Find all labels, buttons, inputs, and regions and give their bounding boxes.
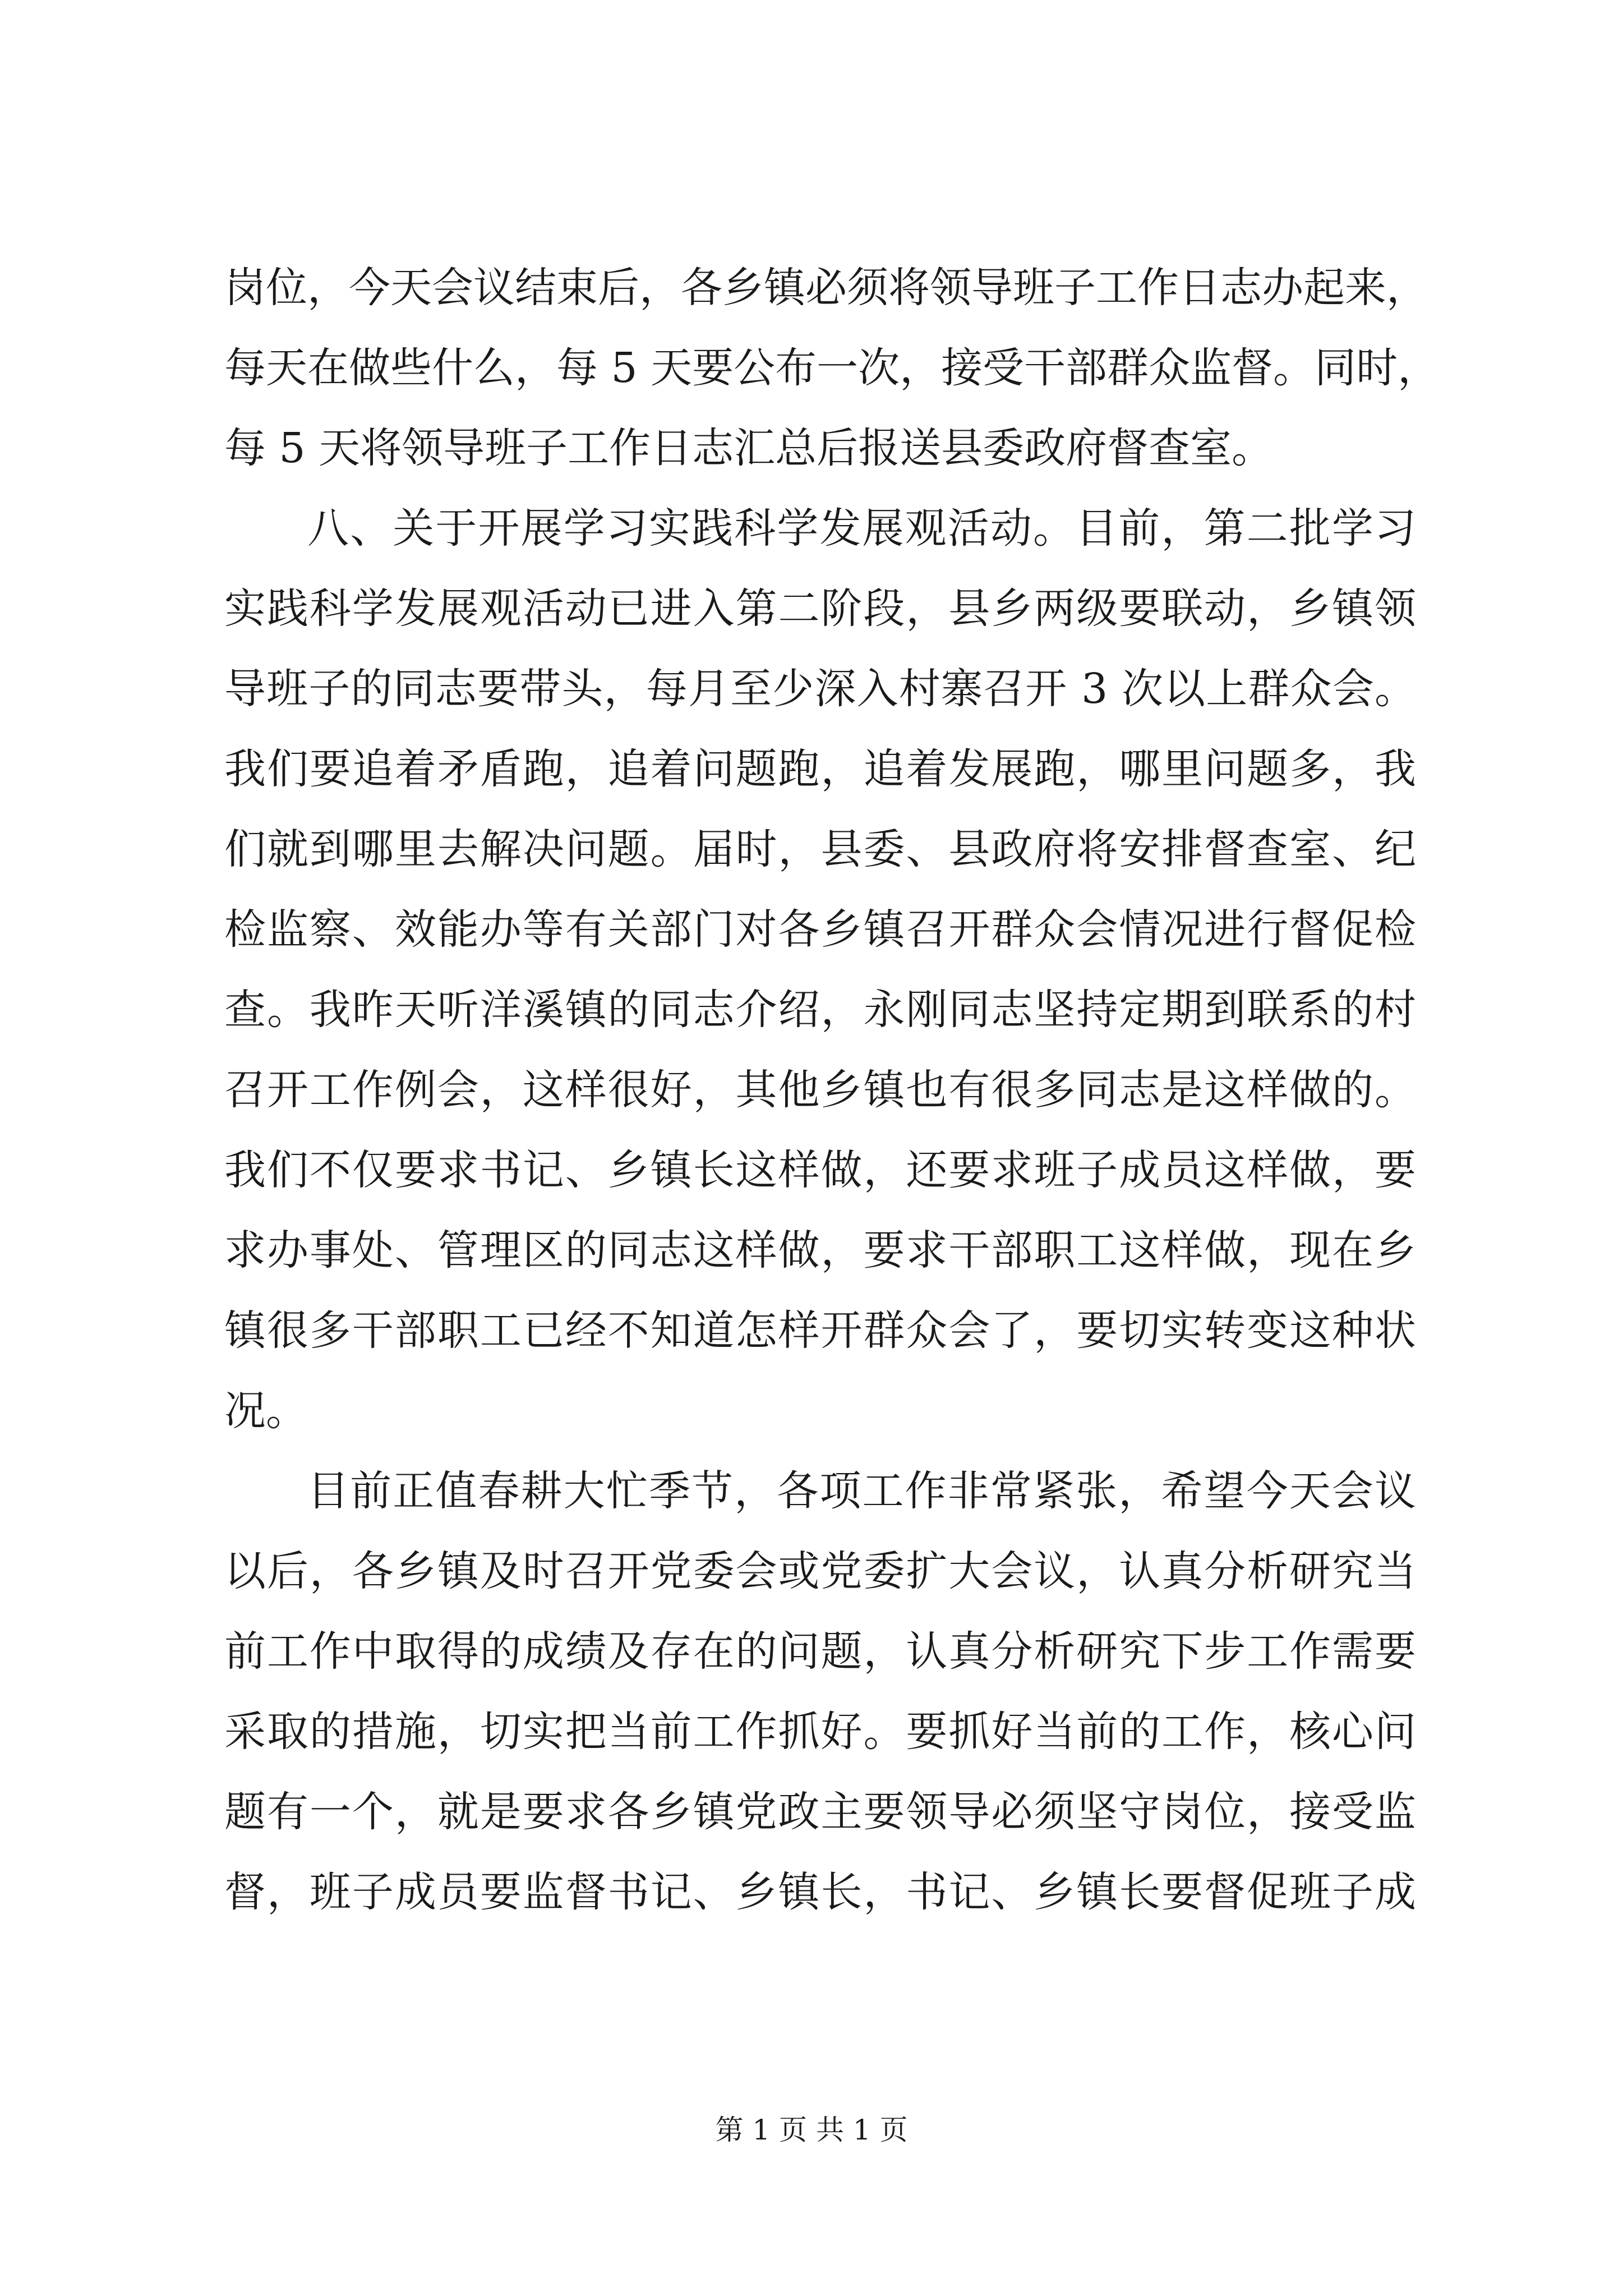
text-line: 况。	[224, 1387, 307, 1435]
text-line: 八、关于开展学习实践科学发展观活动。目前，第二批学习	[307, 504, 1416, 553]
text-line: 岗位，今天会议结束后，各乡镇必须将领导班子工作日志办起来，	[224, 264, 1428, 312]
text-line: 镇很多干部职工已经不知道怎样开群众会了，要切实转变这种状	[224, 1306, 1416, 1355]
text-line: 实践科学发展观活动已进入第二阶段，县乡两级要联动，乡镇领	[224, 585, 1416, 633]
text-line: 召开工作例会，这样很好，其他乡镇也有很多同志是这样做的。	[224, 1066, 1416, 1114]
text-line: 以后，各乡镇及时召开党委会或党委扩大会议，认真分析研究当	[224, 1547, 1416, 1595]
text-line: 采取的措施，切实把当前工作抓好。要抓好当前的工作，核心问	[224, 1708, 1416, 1756]
text-line: 每 5 天将领导班子工作日志汇总后报送县委政府督查室。	[224, 424, 1274, 472]
text-line: 我们不仅要求书记、乡镇长这样做，还要求班子成员这样做，要	[224, 1146, 1416, 1194]
text-line: 查。我昨天听洋溪镇的同志介绍，永刚同志坚持定期到联系的村	[224, 986, 1416, 1034]
text-line: 目前正值春耕大忙季节，各项工作非常紧张，希望今天会议	[307, 1467, 1416, 1515]
text-line: 我们要追着矛盾跑，追着问题跑，追着发展跑，哪里问题多，我	[224, 745, 1416, 793]
text-line: 们就到哪里去解决问题。届时，县委、县政府将安排督查室、纪	[224, 825, 1416, 873]
text-line: 导班子的同志要带头，每月至少深入村寨召开 3 次以上群众会。	[224, 665, 1416, 713]
text-line: 前工作中取得的成绩及存在的问题，认真分析研究下步工作需要	[224, 1627, 1416, 1676]
text-line: 题有一个，就是要求各乡镇党政主要领导必须坚守岗位，接受监	[224, 1788, 1416, 1836]
text-line: 督，班子成员要监督书记、乡镇长，书记、乡镇长要督促班子成	[224, 1868, 1416, 1916]
text-line: 每天在做些什么，每 5 天要公布一次，接受干部群众监督。同时，	[224, 344, 1440, 392]
page-footer: 第 1 页 共 1 页	[715, 2114, 908, 2146]
text-line: 检监察、效能办等有关部门对各乡镇召开群众会情况进行督促检	[224, 905, 1416, 954]
text-line: 求办事处、管理区的同志这样做，要求干部职工这样做，现在乡	[224, 1226, 1416, 1274]
